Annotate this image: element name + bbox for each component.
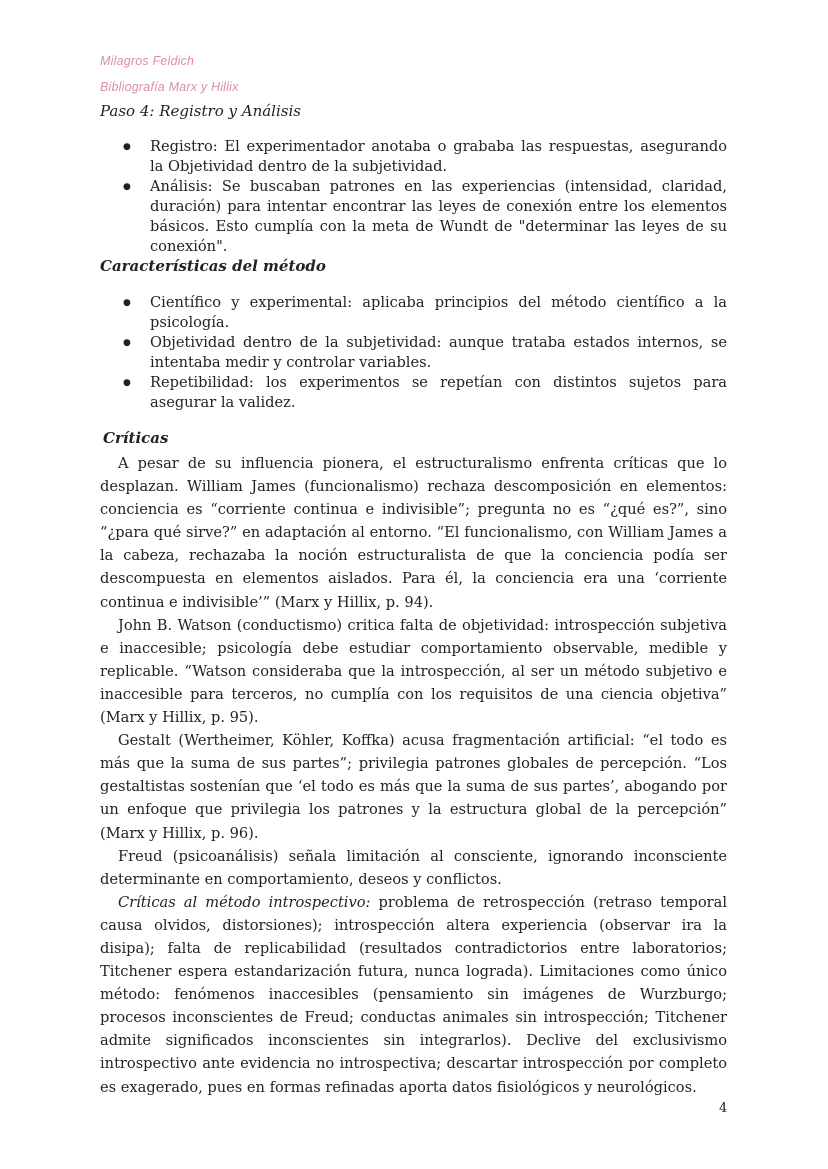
paragraph-gestalt: Gestalt (Wertheimer, Köhler, Koffka) acusa fragmentación artificial: “el todo es más que la suma de sus partes”; privilegia patrones globales de percepción. “Los gestaltistas sostenían que ‘el todo es más que la suma de sus partes’, abogando por un enfoque que privilegia los patrones y la estructura global de la percepción” (Marx y Hillix, p. 96). (100, 732, 727, 842)
step-list-container (100, 137, 727, 257)
paragraph-james: A pesar de su influencia pionera, el estructuralismo enfrenta críticas que lo desplazan. William James (funcionalismo) rechaza descomposición en elementos: conciencia es “corriente continua e indivisible”; pregunta no es “¿qué es?”, sino “¿para qué sirve?” en adaptación al entorno. “El funcionalismo, con William James a la cabeza, rechazaba la noción estructuralista de que la conciencia podía ser descompuesta en elementos aislados. Para él, la conciencia era una ‘corriente continua e indivisible’” (Marx y Hillix, p. 94). (100, 455, 727, 611)
list-item: ● Registro: El experimentador anotaba o grababa las respuestas, asegurando la Objetividad dentro de la subjetividad. (100, 137, 727, 177)
paragraph-text: problema de retrospección (retraso temporal causa olvidos, distorsiones); introspección altera experiencia (observar ira la disipa); falta de replicabilidad (resultados contradictorios entre laboratorios; Titchener espera estandarización futura, nunca lograda). Limitaciones como único método: fenómenos inaccesibles (pensamiento sin imágenes de Wurzburgo; procesos inconscientes de Freud; conductas animales sin introspección; Titchener admite significados inconscientes sin integrarlos). Declive del exclusivismo introspectivo ante evidencia no introspectiva; descartar introspección por completo es exagerado, pues en formas refinadas aporta datos fisiológicos y neurológicos. (100, 893, 727, 1096)
list-item: ● Científico y experimental: aplicaba principios del método científico a la psicología. (100, 293, 727, 333)
paragraph-freud: Freud (psicoanálisis) señala limitación al consciente, ignorando inconsciente determinante en comportamiento, deseos y conflictos. (100, 847, 727, 888)
critiques-heading: Críticas (103, 429, 169, 447)
paragraph-lead: Críticas al método introspectivo: (118, 893, 371, 911)
characteristics-list-container (100, 293, 727, 413)
critiques-body (100, 452, 727, 1099)
list-item: ● Análisis: Se buscaban patrones en las experiencias (intensidad, claridad, duración) para intentar encontrar las leyes de conexión entre los elementos básicos. Esto cumplía con la meta de Wundt de "determinar las leyes de su conexión". (100, 177, 727, 257)
header-subtitle: Bibliografía Marx y Hillix (100, 80, 239, 94)
paragraph-introspective-method (100, 891, 727, 1099)
list-item: ● Objetividad dentro de la subjetividad: aunque trataba estados internos, se intentaba medir y controlar variables. (100, 333, 727, 373)
paragraph-watson: John B. Watson (conductismo) critica falta de objetividad: introspección subjetiva e inaccesible; psicología debe estudiar comportamiento observable, medible y replicable. “Watson consideraba que la introspección, al ser un método subjetivo e inaccesible para terceros, no cumplía con los requisitos de una ciencia objetiva” (Marx y Hillix, p. 95). (100, 616, 727, 727)
list-item: ● Repetibilidad: los experimentos se repetían con distintos sujetos para asegurar la validez. (100, 373, 727, 413)
characteristics-heading: Características del método (100, 257, 326, 275)
header-author: Milagros Feldich (100, 54, 195, 68)
step-list (100, 137, 727, 257)
characteristics-list (100, 293, 727, 413)
step-title: Paso 4: Registro y Análisis (100, 102, 301, 120)
page-number: 4 (719, 1101, 728, 1116)
